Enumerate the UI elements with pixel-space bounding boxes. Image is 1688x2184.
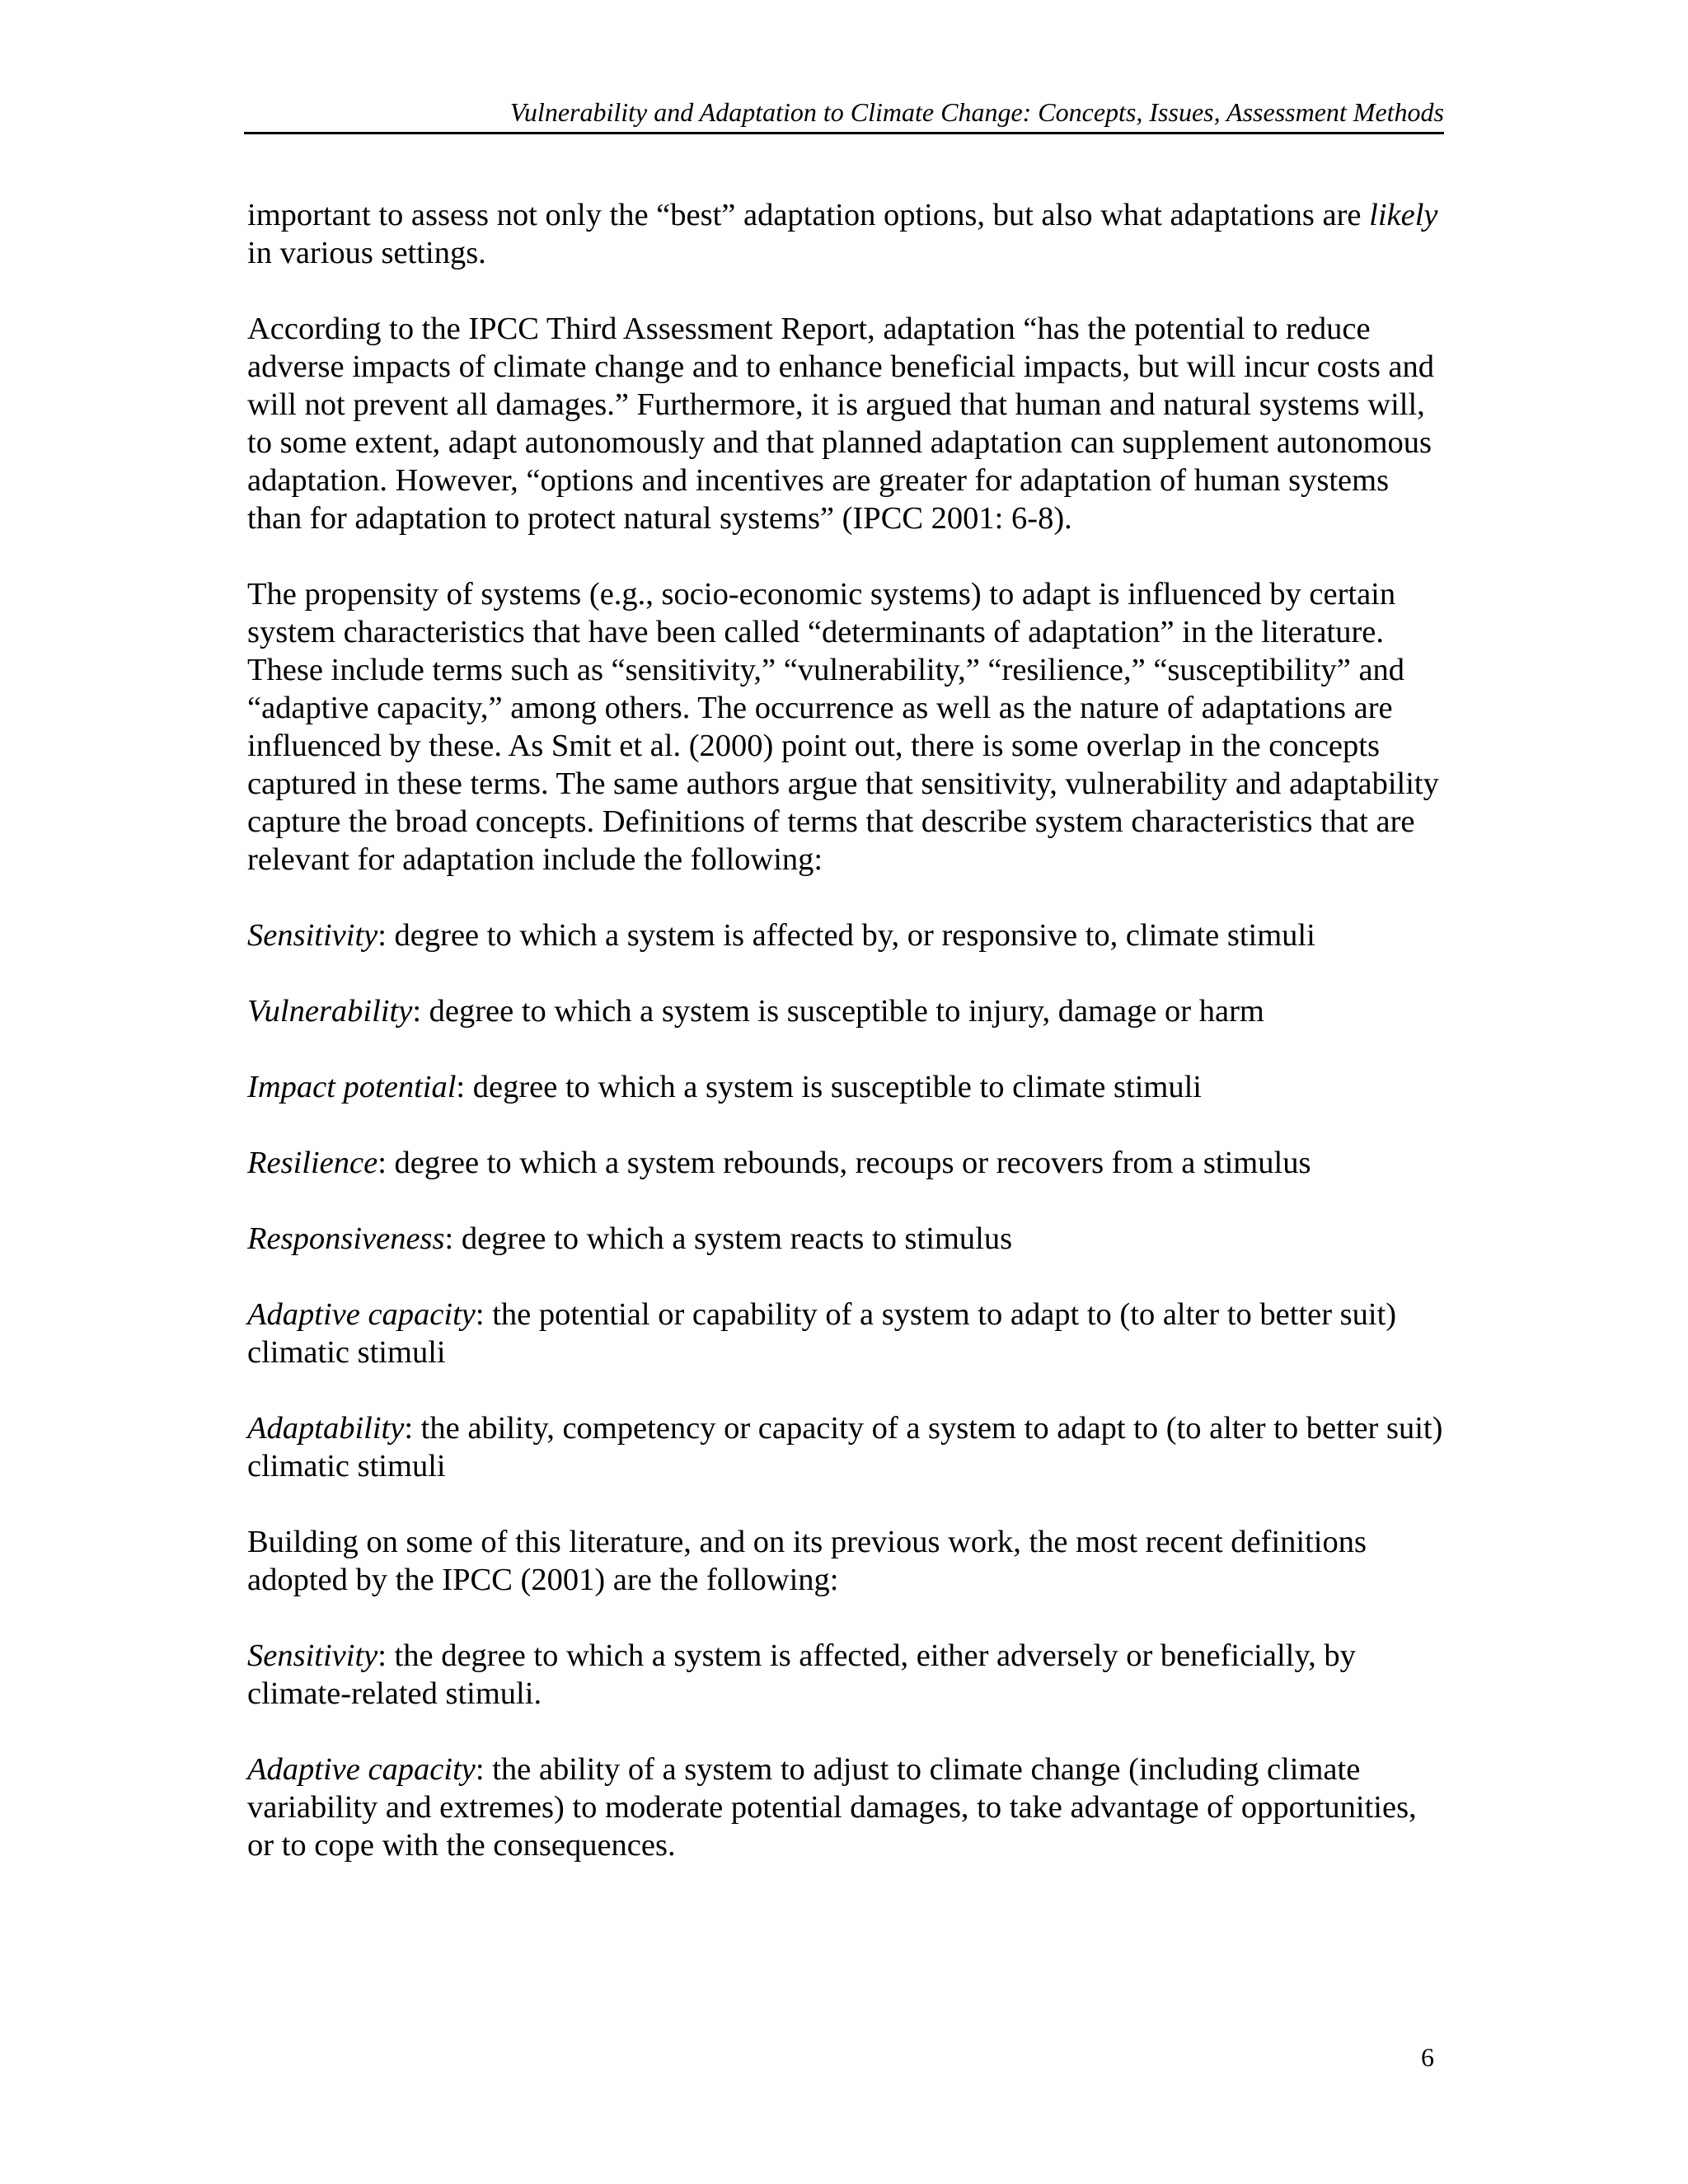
definition-text: : degree to which a system reacts to stimulus <box>444 1221 1013 1256</box>
definition-term: Sensitivity <box>247 1638 378 1673</box>
paragraph-text: in various settings. <box>247 236 486 270</box>
running-header: Vulnerability and Adaptation to Climate Change: Concepts, Issues, Assessment Methods <box>509 97 1444 127</box>
definition-text: : the potential or capability of a system to adapt to (to alter to better suit) climatic stimuli <box>247 1297 1397 1370</box>
definition-term: Adaptive capacity <box>247 1297 476 1332</box>
definition-term: Responsiveness <box>247 1221 445 1256</box>
definition-adaptive-capacity <box>247 1296 1451 1371</box>
page-number: 6 <box>1421 2042 1434 2072</box>
definition-impact-potential <box>247 1068 1451 1106</box>
definition-sensitivity <box>247 916 1451 954</box>
header-rule <box>244 132 1444 134</box>
definition-adaptability <box>247 1409 1451 1485</box>
paragraph-determinants: The propensity of systems (e.g., socio-economic systems) to adapt is influenced by certain system characteristics that have been called “determinants of adaptation” in the literature. These include terms such as “sensitivity,” “vulnerability,” “resilience,” “susceptibility” and “adaptive capacity,” among others. The occurrence as well as the nature of adaptations are influenced by these. As Smit et al. (2000) point out, there is some overlap in the concepts captured in these terms. The same authors argue that sensitivity, vulnerability and adaptability capture the broad concepts. Definitions of terms that describe system characteristics that are relevant for adaptation include the following: <box>247 577 1439 877</box>
definition-term: Resilience <box>247 1146 378 1180</box>
definition-responsiveness <box>247 1220 1451 1258</box>
definition-term: Sensitivity <box>247 918 378 953</box>
body-text <box>247 196 1451 1864</box>
paragraph-continuation <box>247 196 1451 272</box>
definition-text: : degree to which a system rebounds, recoups or recovers from a stimulus <box>377 1146 1311 1180</box>
definition-resilience <box>247 1144 1451 1182</box>
emphasis-likely: likely <box>1369 198 1438 232</box>
definition-text: : degree to which a system is affected by, or responsive to, climate stimuli <box>377 918 1315 953</box>
definition-text: : the degree to which a system is affected, either adversely or beneficially, by climate-related stimuli. <box>247 1638 1356 1711</box>
definition-text: : degree to which a system is susceptible to injury, damage or harm <box>412 994 1264 1029</box>
ipcc-definition-adaptive-capacity <box>247 1750 1451 1864</box>
definition-text: : degree to which a system is susceptible to climate stimuli <box>456 1070 1202 1104</box>
definition-term: Adaptability <box>247 1411 405 1446</box>
paragraph-ipcc-definitions: Building on some of this literature, and on its previous work, the most recent definitions adopted by the IPCC (2001) are the following: <box>247 1525 1367 1597</box>
definition-text: : the ability, competency or capacity of a system to adapt to (to alter to better suit) climatic stimuli <box>247 1411 1443 1483</box>
definition-term: Impact potential <box>247 1070 457 1104</box>
definition-vulnerability <box>247 992 1451 1030</box>
definition-term: Vulnerability <box>247 994 413 1029</box>
definition-text: : the ability of a system to adjust to climate change (including climate variability and extremes) to moderate potential damages, to take advantage of opportunities, or to cope with the consequences. <box>247 1752 1417 1863</box>
paragraph-text: important to assess not only the “best” adaptation options, but also what adaptations are <box>247 198 1370 232</box>
definition-term: Adaptive capacity <box>247 1752 476 1787</box>
paragraph-ipcc-report: According to the IPCC Third Assessment Report, adaptation “has the potential to reduce adverse impacts of climate change and to enhance beneficial impacts, but will incur costs and will not prevent all damages.” Furthermore, it is argued that human and natural systems will, to some extent, adapt autonomously and that planned adaptation can supplement autonomous adaptation. However, “options and incentives are greater for adaptation of human systems than for adaptation to protect natural systems” (IPCC 2001: 6-8). <box>247 312 1435 536</box>
ipcc-definition-sensitivity <box>247 1637 1451 1713</box>
